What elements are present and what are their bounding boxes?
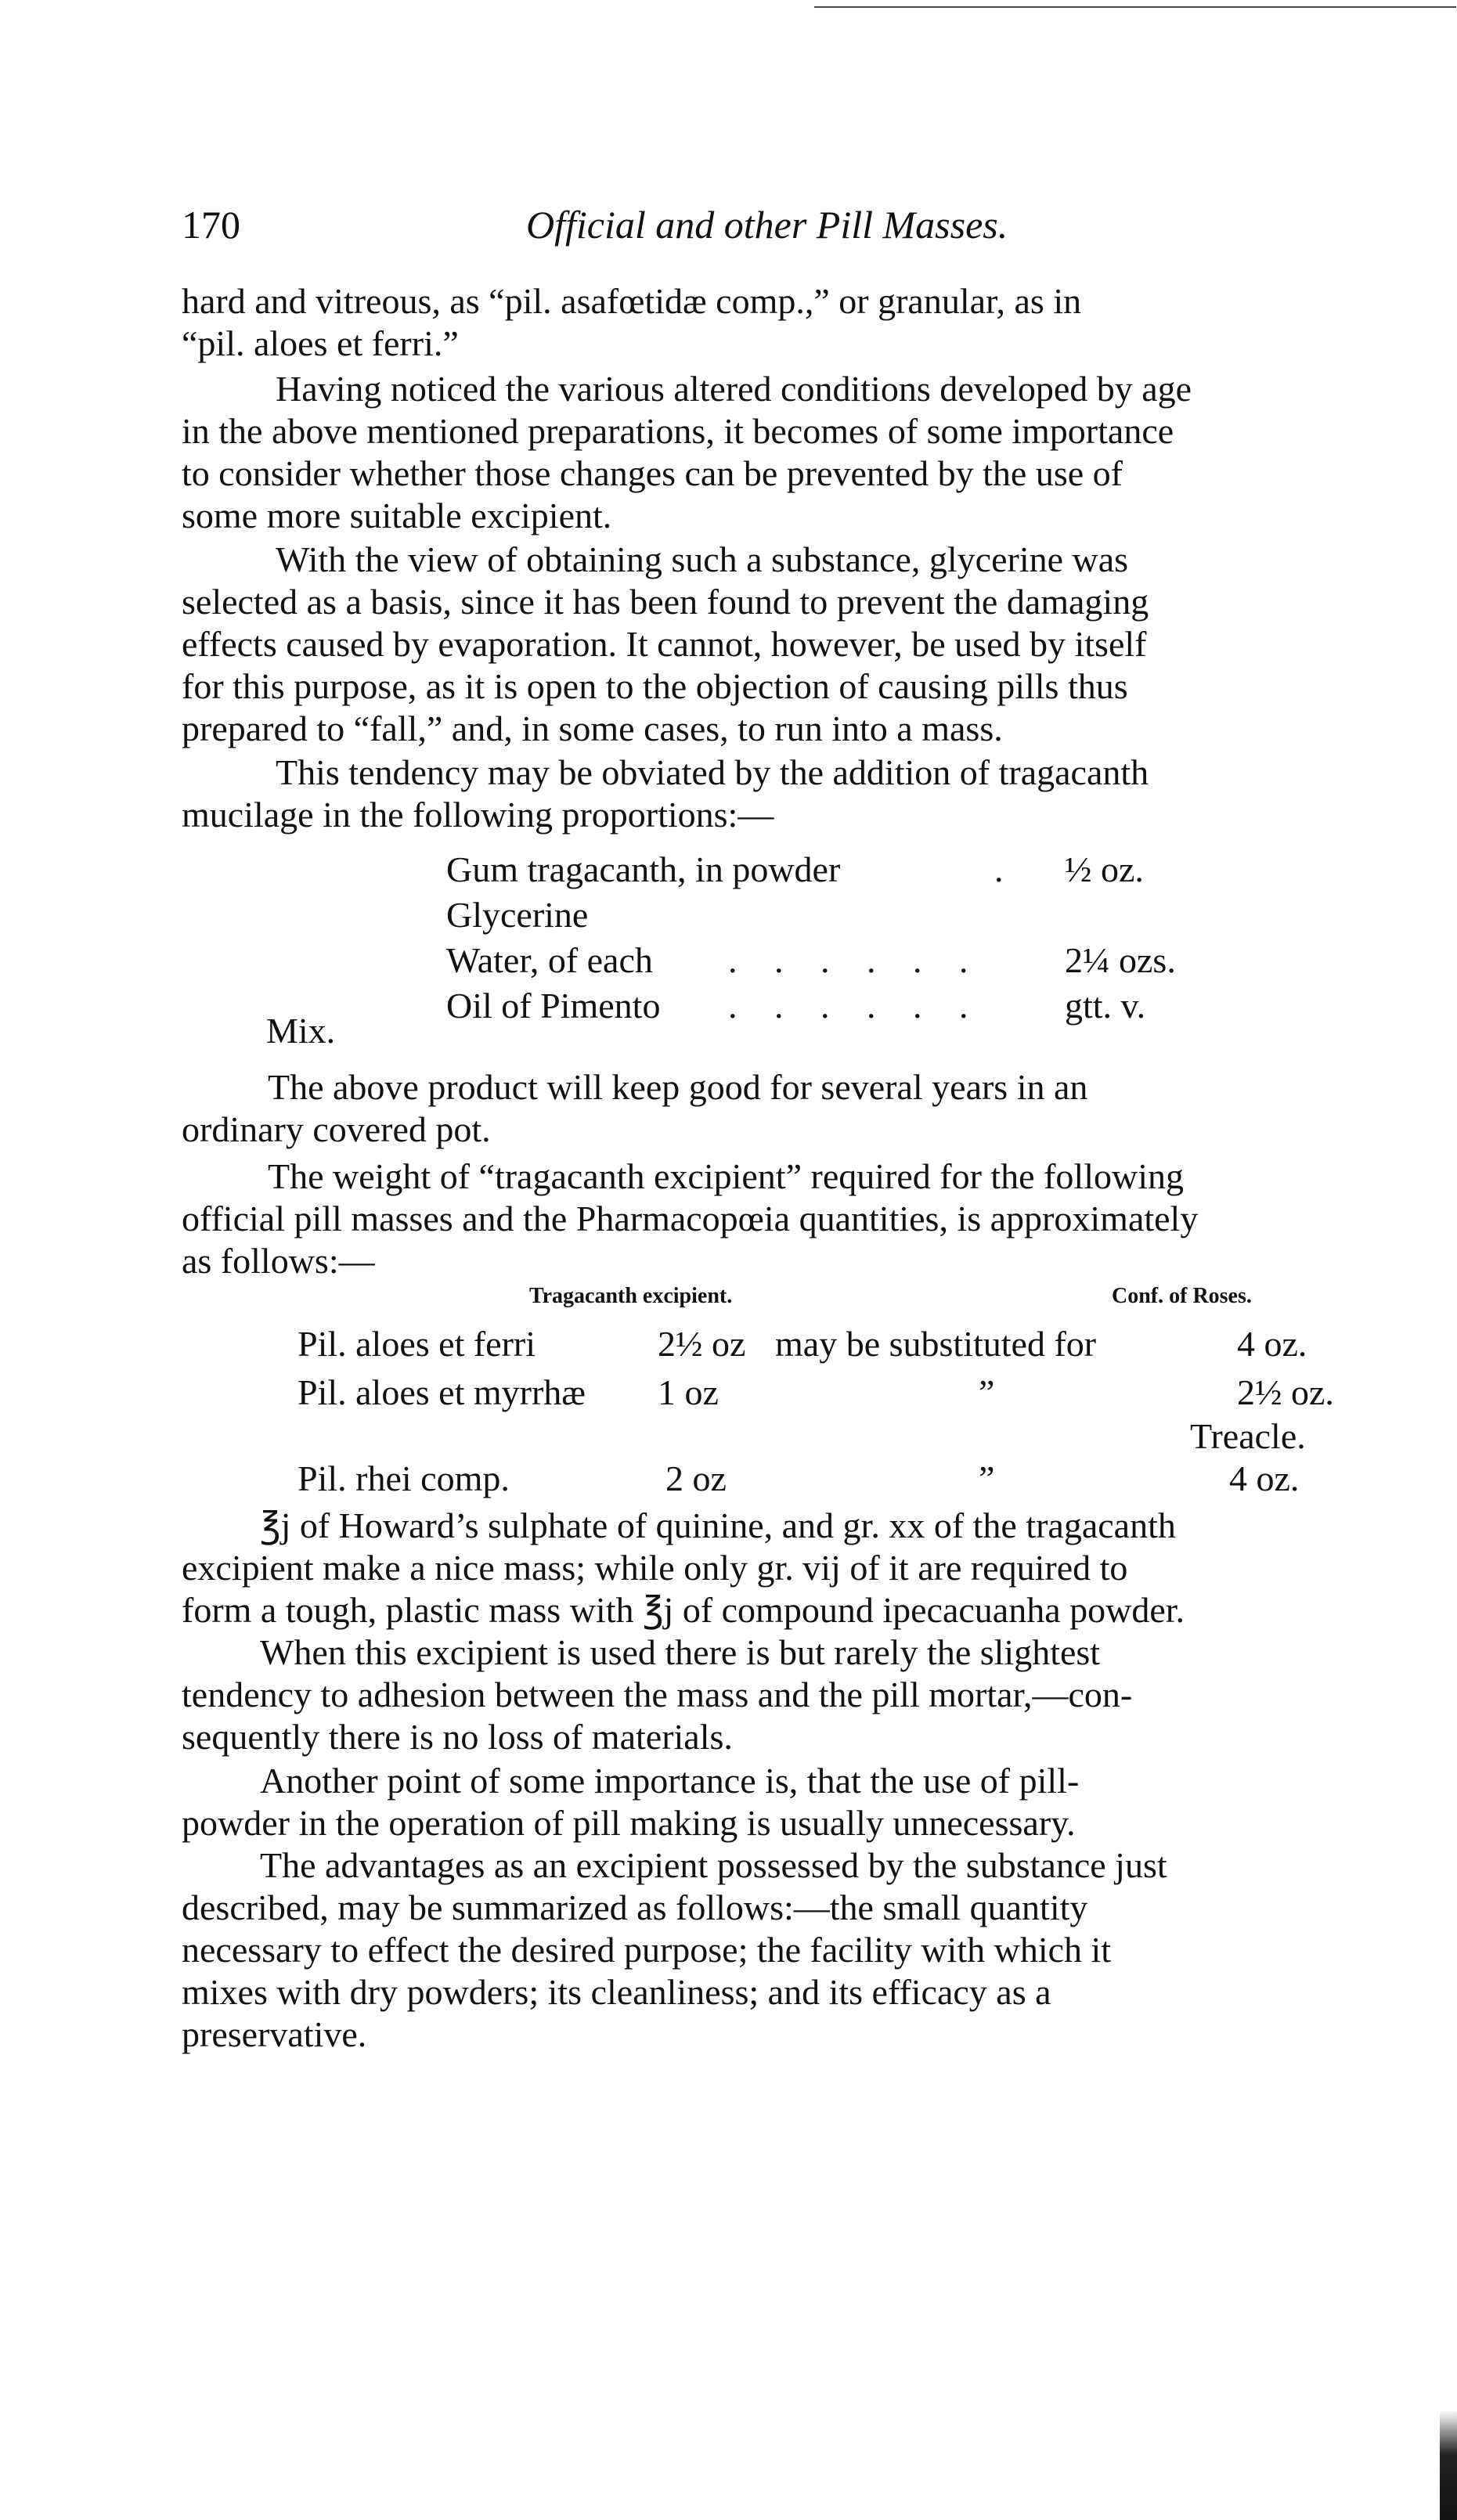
text-line: to consider whether those changes can be prevented by the use of [182,453,1123,493]
page-header [182,202,1262,257]
text-line: “pil. aloes et ferri.” [182,323,459,363]
text-line: hard and vitreous, as “pil. asafœtidæ comp.,” or granular, as in [182,281,1082,321]
quantity: 2¼ ozs. [1065,940,1176,980]
paragraph-6 [182,1155,1434,1282]
page-number: 170 [182,203,240,247]
substitution-note: may be substituted for [775,1324,1097,1364]
text-line: necessary to effect the desired purpose; the facility with which it [182,1930,1112,1970]
paragraph-10 [182,1844,1434,2056]
paragraph-9 [182,1760,1434,1844]
leader-dots: . . . . . . [728,940,983,980]
text-line: The weight of “tragacanth excipient” required for the following [268,1156,1184,1196]
ditto-mark: ” [979,1372,995,1412]
scanned-page-edge [1440,2410,1457,2520]
leader-dots: . [994,849,1018,889]
text-line: sequently there is no loss of materials. [182,1717,733,1757]
text-line: Another point of some importance is, that the use of pill- [260,1761,1080,1801]
paragraph-4 [182,752,1434,836]
roses-amount: 4 oz. [1237,1324,1307,1364]
excipient-amount: 1 oz [658,1372,719,1412]
paragraph-5 [182,1066,1434,1151]
ditto-mark: ” [979,1458,995,1498]
top-rule [814,6,1456,8]
paragraph-3 [182,539,1434,750]
text-line: mucilage in the following proportions:— [182,795,774,835]
text-line: some more suitable excipient. [182,496,612,535]
table-header-left: Tragacanth excipient. [529,1284,733,1308]
text-line: This tendency may be obviated by the addition of tragacanth [276,752,1149,792]
text-line: preservative. [182,2014,367,2054]
text-line: effects caused by evaporation. It cannot, however, be used by itself [182,624,1147,664]
text-line: excipient make a nice mass; while only gr. vij of it are required to [182,1548,1128,1588]
table-header-right: Conf. of Roses. [1112,1284,1252,1308]
excipient-amount: 2½ oz [658,1324,746,1364]
paragraph-8 [182,1631,1434,1758]
text-line: selected as a basis, since it has been found to prevent the damaging [182,582,1149,622]
text-line: official pill masses and the Pharmacopœia quantities, is approximately [182,1199,1199,1238]
text-line: The advantages as an excipient possessed by the substance just [260,1845,1167,1885]
mass-name: Pil. aloes et myrrhæ [298,1372,586,1412]
text-line: as follows:— [182,1241,375,1281]
mix-label: Mix. [266,1011,336,1051]
treacle-amount: 4 oz. [1229,1458,1300,1498]
text-line: described, may be summarized as follows:—the small quantity [182,1887,1088,1927]
ingredient: Water, of each [446,940,653,980]
ingredient: Glycerine [446,895,589,935]
paragraph-1 [182,280,1434,365]
text-line: prepared to “fall,” and, in some cases, to run into a mass. [182,708,1003,748]
text-line: for this purpose, as it is open to the objection of causing pills thus [182,666,1128,706]
text-line: With the view of obtaining such a substance, glycerine was [276,539,1129,579]
ingredient: Gum tragacanth, in powder [446,849,841,889]
treacle-heading: Treacle. [1190,1416,1306,1456]
mass-name: Pil. aloes et ferri [298,1324,536,1364]
text-line: Having noticed the various altered conditions developed by age [276,369,1192,409]
leader-dots: . . . . . . [728,986,983,1026]
text-line: tendency to adhesion between the mass and the pill mortar,—con- [182,1675,1133,1714]
text-line: When this excipient is used there is but rarely the slightest [260,1632,1101,1672]
excipient-amount: 2 oz [665,1458,727,1498]
running-title: Official and other Pill Masses. [526,203,1008,247]
text-line: form a tough, plastic mass with ℥j of compound ipecacuanha powder. [182,1590,1185,1630]
text-line: powder in the operation of pill making is usually unnecessary. [182,1803,1076,1843]
paragraph-2 [182,368,1434,537]
ingredient: Oil of Pimento [446,986,661,1026]
text-line: in the above mentioned preparations, it becomes of some importance [182,411,1174,451]
quantity: gtt. v. [1065,986,1146,1026]
text-line: mixes with dry powders; its cleanliness; and its efficacy as a [182,1972,1051,2012]
quantity: ½ oz. [1065,849,1144,889]
mass-name: Pil. rhei comp. [298,1458,510,1498]
roses-amount: 2½ oz. [1237,1372,1334,1412]
paragraph-7 [182,1505,1434,1631]
text-line: ordinary covered pot. [182,1109,491,1149]
text-line: The above product will keep good for several years in an [268,1067,1088,1107]
text-line: ℥j of Howard’s sulphate of quinine, and gr. xx of the tragacanth [260,1505,1176,1545]
